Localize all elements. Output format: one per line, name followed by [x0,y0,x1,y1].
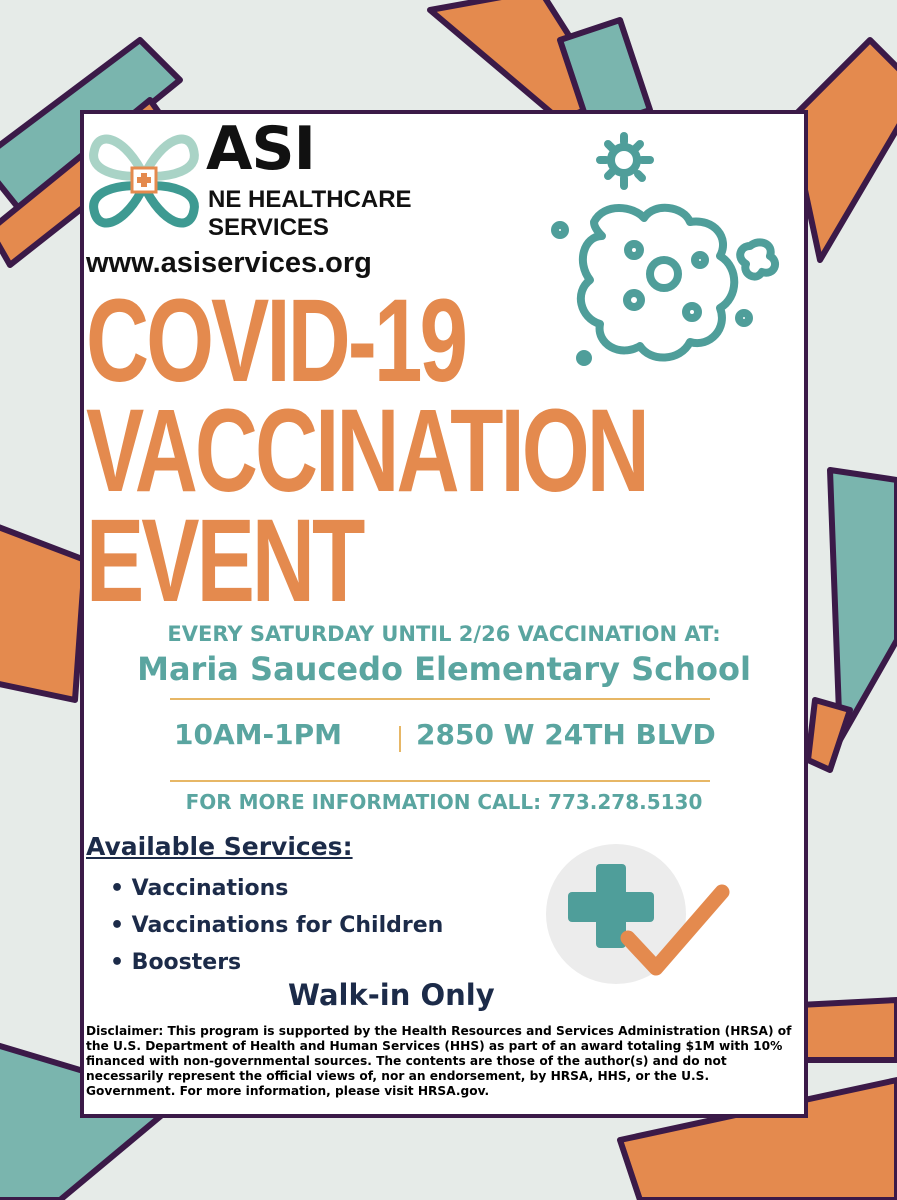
medical-cross-check-icon [544,836,734,986]
list-item [110,870,443,907]
venue-address: 2850 W 24TH BLVD [416,718,716,751]
services-heading: Available Services: [86,832,353,861]
brand-subtitle [208,186,412,242]
service-label: Vaccinations [131,876,289,901]
list-item [110,944,443,981]
contact-phone: FOR MORE INFORMATION CALL: 773.278.5130 [185,790,703,814]
walk-in-note: Walk-in Only [288,978,495,1012]
list-item [110,907,443,944]
schedule-frequency: EVERY SATURDAY UNTIL 2/26 VACCINATION AT: [167,622,721,646]
event-title-line3: EVENT [86,495,363,627]
bullet: • [110,950,125,975]
bullet: • [110,913,125,938]
brand-subtitle-line2: SERVICES [208,214,329,241]
separator-bar [399,726,401,752]
bullet: • [110,876,125,901]
logo-icon [86,118,202,244]
service-label: Boosters [131,950,242,975]
event-title [86,275,647,627]
brand-subtitle-line1: NE HEALTHCARE [208,186,412,213]
event-title-line1: COVID-19 [86,275,466,407]
event-title-line2: VACCINATION [86,385,647,517]
brand-name: ASI [206,114,315,184]
service-label: Vaccinations for Children [131,913,444,938]
services-list [110,870,443,981]
event-hours: 10AM-1PM [174,718,342,751]
divider-top [170,698,710,700]
disclaimer-text: Disclaimer: This program is supported by the Health Resources and Services Administration (HRSA) of the U.S. Department of Health and Human Services (HHS) as part of an award totaling $1M with 10% financed with non-governmental sources. The contents are those of the author(s) and do not necessarily represent the official views of, nor an endorsement, by HRSA, HHS, or the U.S. Government. For more information, please visit HRSA.gov. [86,1024,792,1098]
divider-bottom [170,780,710,782]
virus-icon [524,122,794,392]
venue-name: Maria Saucedo Elementary School [137,650,751,688]
website-link[interactable]: www.asiservices.org [86,247,372,279]
flyer [80,110,808,1118]
